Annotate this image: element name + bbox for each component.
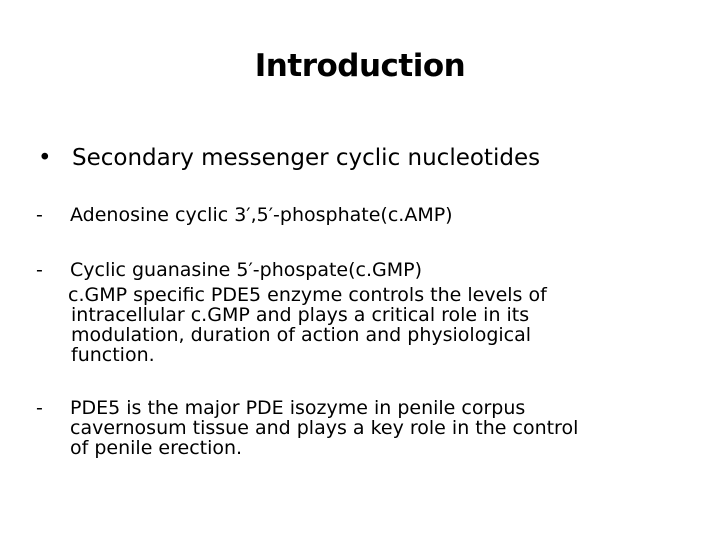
dash-marker: - (36, 204, 43, 226)
list-item-text: of penile erection. (70, 437, 243, 459)
list-item-text: Cyclic guanasine 5′-phospate(c.GMP) (70, 259, 422, 281)
sub-paragraph-line: function. (71, 344, 155, 366)
list-item-text: Adenosine cyclic 3′,5′-phosphate(c.AMP) (70, 204, 453, 226)
bullet-marker: • (38, 145, 52, 171)
sub-paragraph-line: intracellular c.GMP and plays a critical role in its (71, 304, 530, 326)
slide-title: Introduction (254, 48, 466, 84)
dash-marker: - (36, 259, 43, 281)
sub-paragraph (68, 285, 668, 365)
sub-paragraph-line: c.GMP specific PDE5 enzyme controls the levels of (68, 284, 547, 306)
dash-marker: - (36, 397, 43, 419)
list-item-text: PDE5 is the major PDE isozyme in penile corpus (70, 397, 526, 419)
main-bullet (38, 138, 540, 178)
sub-paragraph-line: modulation, duration of action and physiological (71, 324, 532, 346)
bullet-text: Secondary messenger cyclic nucleotides (72, 145, 541, 171)
list-item-text: cavernosum tissue and plays a key role in the control (70, 417, 579, 439)
